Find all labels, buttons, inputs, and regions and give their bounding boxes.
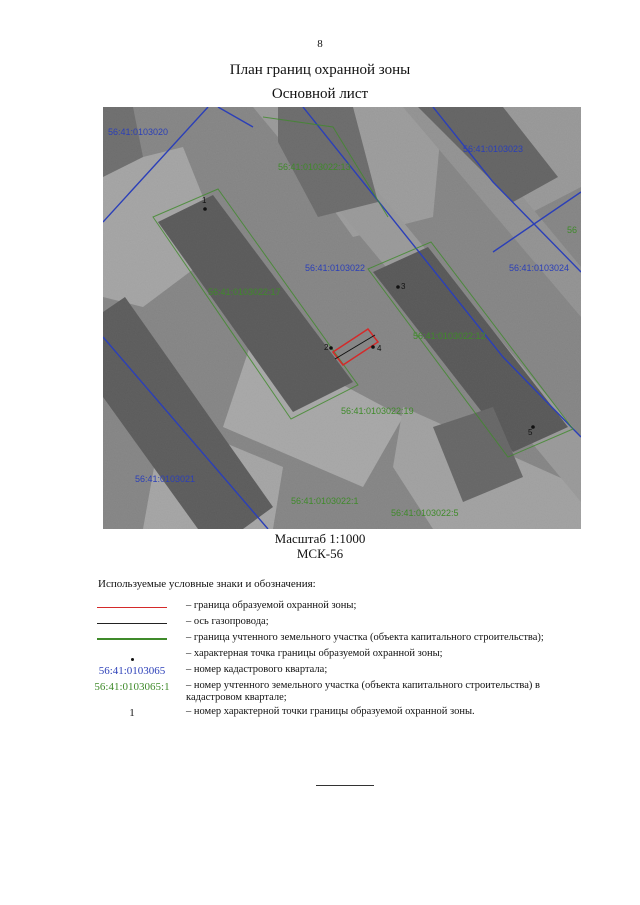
quarter-number-symbol: 56:41:0103065 [98,665,166,677]
point-label: 5 [528,428,533,437]
parcel-label: 56:41:0103022:17 [208,287,281,297]
point-label: 1 [202,196,207,205]
quarter-label: 56:41:0103024 [509,263,570,273]
point-label: 2 [324,343,329,352]
red-line-symbol [97,607,167,608]
legend-item [78,664,598,678]
point-label: 3 [401,282,406,291]
quarter-label: 56:41:0103020 [108,127,169,137]
parcel-label: 56:41:0103022:5 [391,508,459,518]
legend-text: – номер кадастрового квартала; [186,664,328,675]
cadastral-map[interactable] [103,107,581,529]
parcel-label: 56:41:0103022:1 [291,496,359,506]
legend-text: – номер характерной точки границы образуемой охранной зоны. [186,706,475,717]
legend-text: – граница образуемой охранной зоны; [186,600,357,611]
parcel-label: 56:41:0103022:12 [413,331,486,341]
scale-block [0,531,640,561]
map-scale: Масштаб 1:1000 [274,531,366,546]
legend-item [78,648,598,662]
quarter-label: 56:41:0103021 [135,474,196,484]
legend-item [78,600,598,614]
page-number: 8 [317,38,323,50]
legend-item [78,616,598,630]
coordinate-system: МСК-56 [296,546,344,561]
legend-item [78,632,598,646]
black-line-symbol [97,623,167,624]
parcel-label: 56:41:0103022:19 [341,406,414,416]
quarter-label: 56:41:0103023 [463,144,524,154]
dot-symbol [131,658,134,661]
legend-text: – характерная точка границы образуемой охранной зоны; [186,648,443,659]
legend [78,600,598,722]
page-subtitle: Основной лист [271,86,369,102]
point-number-symbol: 1 [129,707,135,719]
legend-text: – ось газопровода; [186,616,269,627]
legend-text: – номер учтенного земельного участка (объекта капитального строительства) в кадастровом квартале; [186,680,540,703]
signature-line [316,785,374,786]
parcel-label: 56:41:0103022:13 [278,162,351,172]
map-canvas [103,107,581,529]
legend-item [78,706,598,720]
page-title: План границ охранной зоны [229,62,411,78]
point-label: 4 [377,344,382,353]
quarter-label: 56:41:0103022 [305,263,366,273]
parcel-number-symbol: 56:41:0103065:1 [94,681,170,693]
parcel-label: 56 [567,225,578,235]
legend-title: Используемые условные знаки и обозначения: [98,578,316,590]
green-line-symbol [97,638,167,640]
legend-item [78,680,598,704]
legend-text: – граница учтенного земельного участка (объекта капитального строительства); [186,632,544,643]
